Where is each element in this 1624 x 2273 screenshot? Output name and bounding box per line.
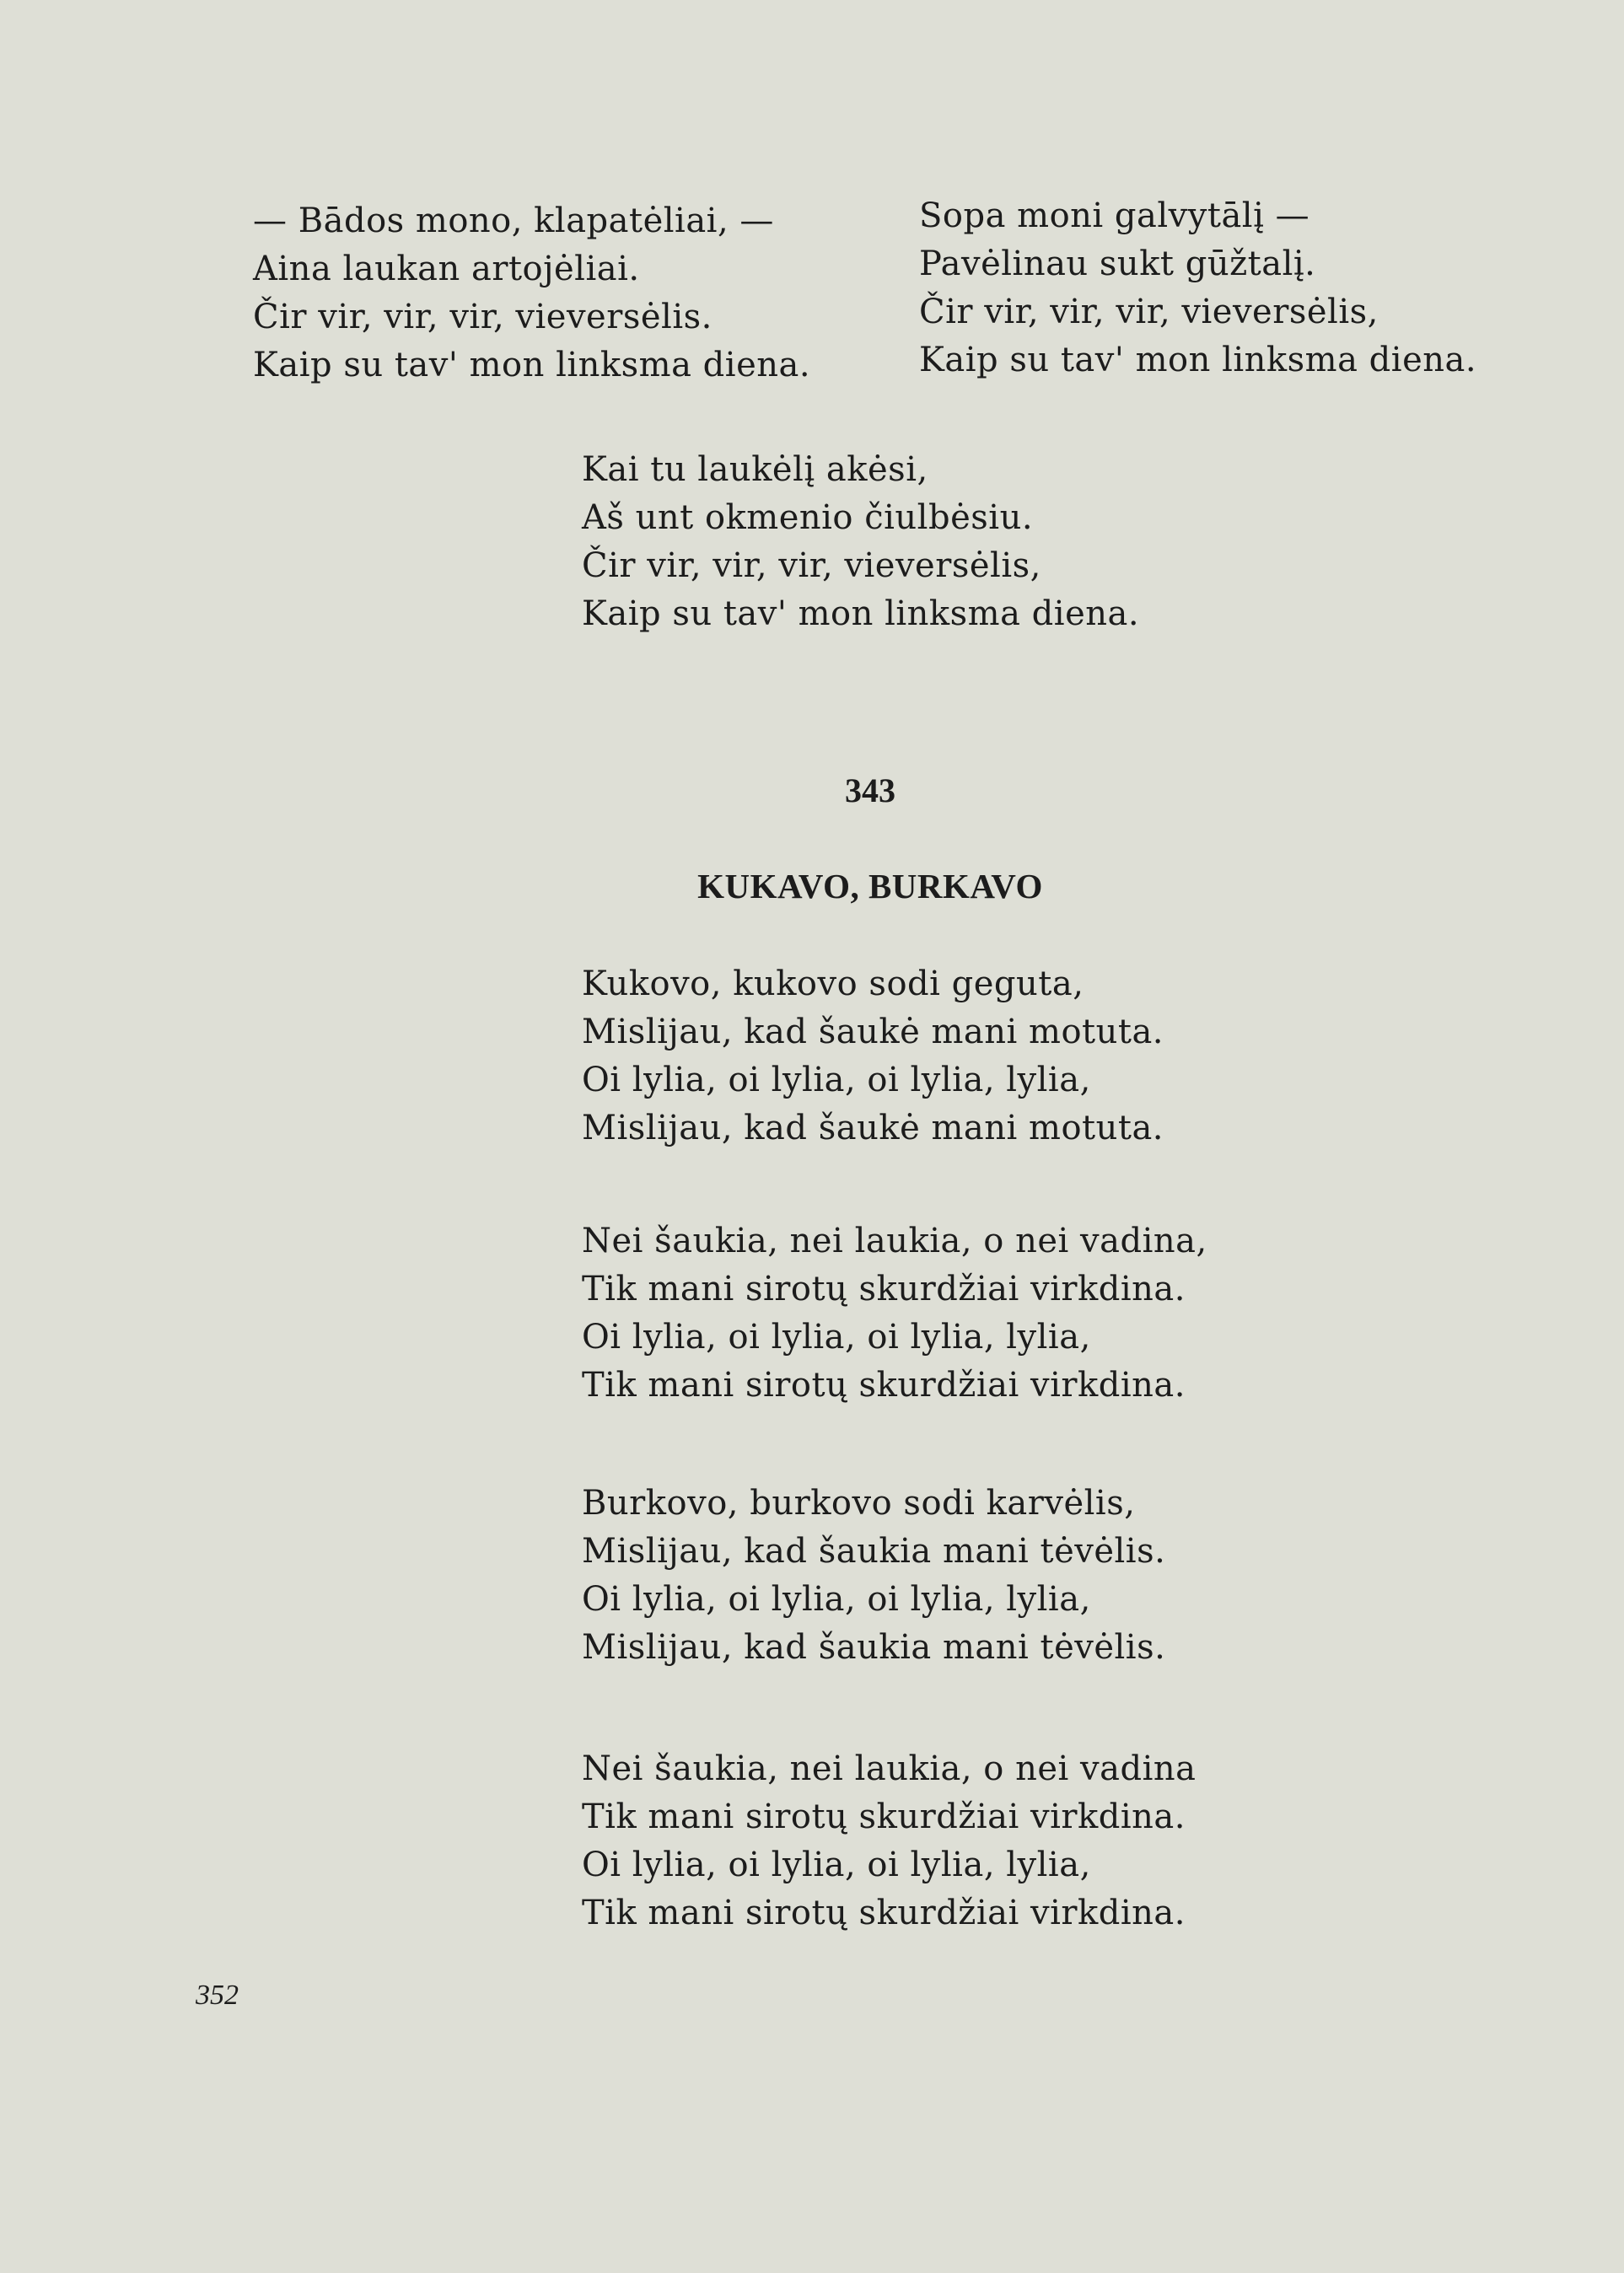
verse-line: Oi lylia, oi lylia, oi lylia, lylia, (582, 1846, 1091, 1884)
song-stanza-1 (582, 960, 1164, 1153)
song-title: KUKAVO, BURKAVO (697, 867, 1043, 905)
verse-line: Nei šaukia, nei laukia, o nei vadina (582, 1749, 1196, 1788)
verse-line: Mislijau, kad šaukia mani tėvėlis. (582, 1628, 1166, 1667)
verse-line: Kukovo, kukovo sodi geguta, (582, 965, 1084, 1003)
verse-line: Sopa moni galvytālį — (919, 196, 1310, 235)
verse-line: Tik mani sirotų skurdžiai virkdina. (582, 1366, 1186, 1405)
verse-line: Tik mani sirotų skurdžiai virkdina. (582, 1797, 1186, 1836)
song-stanza-2 (582, 1217, 1207, 1410)
stanza-top-right (919, 192, 1476, 384)
verse-line: Nei šaukia, nei laukia, o nei vadina, (582, 1222, 1207, 1260)
verse-line: Tik mani sirotų skurdžiai virkdina. (582, 1894, 1186, 1932)
verse-line: Oi lylia, oi lylia, oi lylia, lylia, (582, 1318, 1091, 1357)
song-stanza-4 (582, 1745, 1196, 1937)
verse-line: Mislijau, kad šaukė mani motuta. (582, 1109, 1164, 1147)
page-number: 352 (196, 1980, 239, 2011)
song-stanza-3 (582, 1480, 1165, 1672)
stanza-top-left (253, 197, 810, 390)
verse-line: Mislijau, kad šaukia mani tėvėlis. (582, 1532, 1166, 1571)
verse-line: Aina laukan artojėliai. (253, 250, 640, 288)
verse-line: Kai tu laukėlį akėsi, (582, 450, 928, 489)
verse-line: Tik mani sirotų skurdžiai virkdina. (582, 1270, 1186, 1308)
verse-line: Čir vir, vir, vir, vieversėlis. (253, 298, 713, 336)
verse-line: Oi lylia, oi lylia, oi lylia, lylia, (582, 1580, 1091, 1619)
song-number: 343 (845, 771, 895, 809)
verse-line: Oi lylia, oi lylia, oi lylia, lylia, (582, 1061, 1091, 1099)
verse-line: Mislijau, kad šaukė mani motuta. (582, 1013, 1164, 1051)
verse-line: Burkovo, burkovo sodi karvėlis, (582, 1484, 1136, 1523)
verse-line: Kaip su tav' mon linksma diena. (919, 341, 1477, 379)
verse-line: Čir vir, vir, vir, vieversėlis, (582, 546, 1041, 585)
verse-line: Čir vir, vir, vir, vieversėlis, (919, 293, 1379, 331)
stanza-center (582, 446, 1139, 638)
verse-line: Kaip su tav' mon linksma diena. (253, 346, 811, 384)
verse-line: Pavėlinau sukt gūžtalį. (919, 244, 1316, 283)
verse-line: Kaip su tav' mon linksma diena. (582, 594, 1140, 633)
verse-line: — Bādos mono, klapatėliai, — (253, 202, 774, 240)
verse-line: Aš unt okmenio čiulbėsiu. (582, 498, 1034, 537)
